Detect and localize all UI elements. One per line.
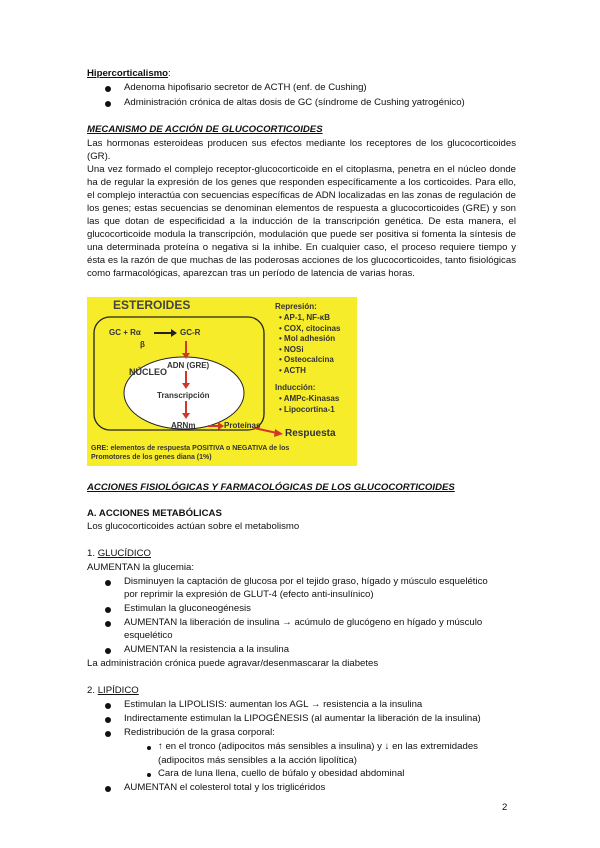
figure-adn-gre: ADN (GRE) <box>167 361 210 370</box>
induction-item: • Lipocortina-1 <box>279 404 335 414</box>
lipidico-bullet-3: Redistribución de la grasa corporal: <box>124 727 275 738</box>
figure-induction-list <box>279 394 339 415</box>
figure-arnm: ARNm <box>171 421 196 430</box>
bullet-icon <box>105 621 111 627</box>
glucidico-intro: AUMENTAN la glucemia: <box>87 562 194 573</box>
lipidico-heading: 2. LIPÍDICO <box>87 685 139 696</box>
figure-repression-title: Represión: <box>275 302 317 311</box>
bullet-icon <box>105 101 111 107</box>
arrowhead-icon <box>274 429 283 437</box>
bullet-icon <box>105 86 111 92</box>
lipidico-sub-1b: (adipocitos más sensibles a la acción lipolítica) <box>158 755 357 766</box>
bullet-icon <box>105 786 111 792</box>
figure-caption-line-2: Promotores de los genes diana (1%) <box>91 454 212 461</box>
glucidico-bullet-2: Estimulan la gluconeogénesis <box>124 603 251 614</box>
figure-title: ESTEROIDES <box>113 298 191 312</box>
hyper-heading <box>87 68 171 80</box>
figure-respuesta: Respuesta <box>285 428 336 439</box>
repression-item: • ACTH <box>279 365 306 375</box>
hyper-bullet-2: Administración crónica de altas dosis de GC (síndrome de Cushing yatrogénico) <box>124 97 465 108</box>
repression-item: • Mol adhesión <box>279 334 336 344</box>
bullet-icon <box>105 703 111 709</box>
figure-caption <box>91 444 289 462</box>
hyper-title: Hipercorticalismo <box>87 68 169 79</box>
sub-bullet-icon <box>147 746 151 750</box>
repression-item: • AP-1, NF-κB <box>279 313 330 322</box>
glucidico-after: La administración crónica puede agravar/desenmascarar la diabetes <box>87 658 379 669</box>
lipidico-sub-2: Cara de luna llena, cuello de búfalo y obesidad abdominal <box>158 768 405 779</box>
induction-item: • AMPc-Kinasas <box>279 394 340 403</box>
bullet-icon <box>105 607 111 613</box>
metabolic-actions-title: A. ACCIONES METABÓLICAS <box>87 508 222 519</box>
figure-induction-title: Inducción: <box>275 383 316 392</box>
figure-proteinas: Proteínas <box>224 421 261 430</box>
figure-caption-line-1: GRE: elementos de respuesta POSITIVA o NEGATIVA de los <box>91 445 290 452</box>
mech-paragraph-2: Una vez formado el complejo receptor-glucocorticoide en el citoplasma, penetra en el núcleo donde ha de regular la expresión de los genes que responden específicamente a los corticoides. Para ello, el complejo interactúa con secuencias específicas de ADN localizadas en las zonas de regulación de los genes; estas secuencias se denominan elementos de respuesta a glucocorticoides (GRE) y son las que dotan de especificidad a la inducción de la transcripción genética. De esta manera, el glucocorticoide modula la transcripción, modulación que puede ser positiva si fomenta la síntesis de una determinada proteína o negativa si la inhibe. En cualquier caso, el proceso requiere tiempo y ésta es la razón de que muchas de las poderosas acciones de los glucocorticoides, tanto fisiológicas como farmacológicas, aparezcan tras un período de latencia de varias horas. <box>87 164 516 279</box>
bullet-icon <box>105 648 111 654</box>
lipidico-bullet-2: Indirectamente estimulan la LIPOGÉNESIS (al aumentar la liberación de la insulina) <box>124 713 481 724</box>
glucidico-bullet-1a: Disminuyen la captación de glucosa por el tejido graso, hígado y músculo esquelético <box>124 576 488 587</box>
figure-transcripcion: Transcripción <box>157 391 210 400</box>
glucidico-bullet-1b: por reprimir la expresión de GLUT-4 (efecto anti-insulínico) <box>124 589 374 600</box>
hyper-bullet-1: Adenoma hipofisario secretor de ACTH (enf. de Cushing) <box>124 82 367 93</box>
mech-title: MECANISMO DE ACCIÓN DE GLUCOCORTICOIDES <box>87 124 323 135</box>
figure-beta: β <box>140 340 145 349</box>
acciones-title: ACCIONES FISIOLÓGICAS Y FARMACOLÓGICAS DE LOS GLUCOCORTICOIDES <box>87 482 455 493</box>
bullet-icon <box>105 580 111 586</box>
figure-nucleo: NÚCLEO <box>129 367 167 377</box>
glucidico-bullet-3b: esquelético <box>124 630 173 641</box>
hyper-colon: : <box>168 68 171 79</box>
page-number: 2 <box>502 802 508 813</box>
figure-gc-r-complex: GC-R <box>180 328 201 337</box>
figure-repression-list <box>279 313 341 377</box>
lipidico-bullet-4: AUMENTAN el colesterol total y los triglicéridos <box>124 782 326 793</box>
glucocorticoid-mechanism-figure <box>87 297 357 466</box>
lipidico-bullet-1: Estimulan la LIPOLISIS: aumentan los AGL → resistencia a la insulina <box>124 699 423 710</box>
figure-gc-r-alpha: GC + Rα <box>109 328 141 337</box>
sub-bullet-icon <box>147 773 151 777</box>
repression-item: • Osteocalcina <box>279 355 334 365</box>
glucidico-bullet-3a: AUMENTAN la liberación de insulina → acúmulo de glucógeno en hígado y músculo <box>124 617 483 628</box>
mech-paragraph-1: Las hormonas esteroideas producen sus efectos mediante los receptores de los glucocorticoides (GR). <box>87 138 516 162</box>
bullet-icon <box>105 731 111 737</box>
metabolic-actions-text: Los glucocorticoides actúan sobre el metabolismo <box>87 521 300 532</box>
repression-item: • NOSi <box>279 344 304 354</box>
bullet-icon <box>105 717 111 723</box>
repression-item: • COX, citocinas <box>279 323 341 333</box>
glucidico-heading: 1. GLUCÍDICO <box>87 548 151 559</box>
lipidico-sub-1a: ↑ en el tronco (adipocitos más sensibles a insulina) y ↓ en las extremidades <box>158 741 478 752</box>
glucidico-bullet-4: AUMENTAN la resistencia a la insulina <box>124 644 290 655</box>
